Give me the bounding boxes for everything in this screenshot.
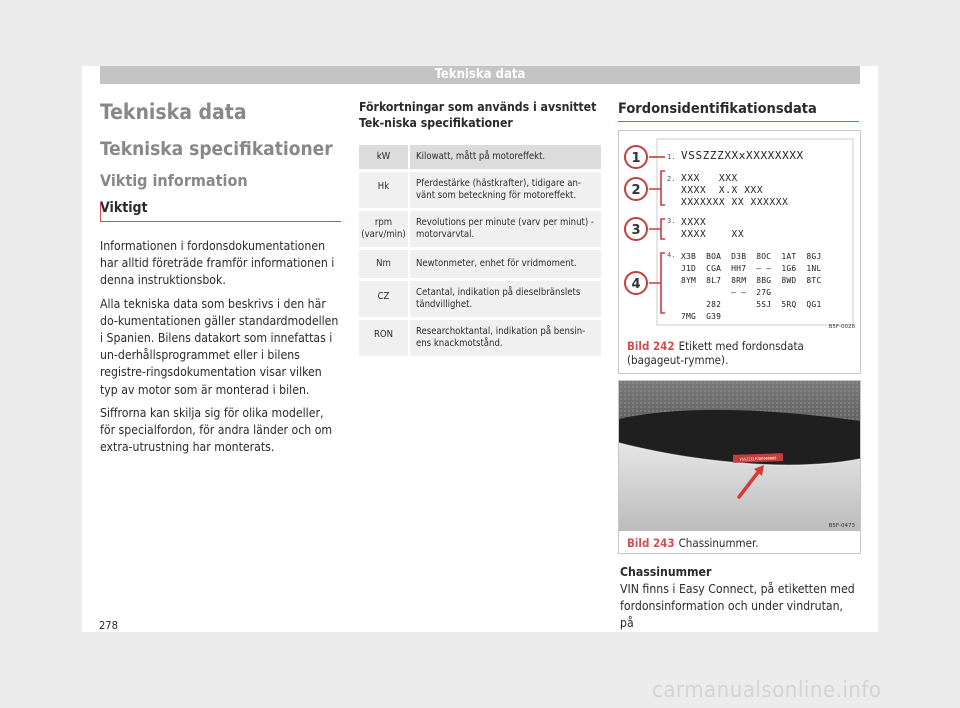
table-row xyxy=(359,319,601,358)
svg-text:3: 3 xyxy=(631,223,641,238)
figure-code: B5F-0028 xyxy=(828,324,855,330)
section-title: Tekniska specifikationer xyxy=(100,138,333,160)
line-number: 4. xyxy=(667,251,676,259)
abbr-key: Nm xyxy=(359,249,409,280)
chassis-text: VIN finns i Easy Connect, på etiketten med fordonsinformation och under vindrutan, på xyxy=(620,582,855,630)
abbr-key: kW xyxy=(359,145,409,171)
callout-badge xyxy=(625,146,647,168)
label-line: XXX XXX xyxy=(681,173,738,184)
svg-text:1: 1 xyxy=(631,151,641,166)
line-number: 1. xyxy=(667,153,676,161)
label-line: 8YM 8L7 8RM 8BG 8WD 8TC xyxy=(681,276,822,285)
callout-badge xyxy=(625,178,647,200)
abbr-value: Kilowatt, mått på motoreffekt. xyxy=(409,145,601,171)
caption-number: Bild 243 xyxy=(627,536,675,550)
chassis-section xyxy=(620,564,860,632)
abbreviation-table xyxy=(359,145,601,359)
column-vehicle-id xyxy=(618,100,859,122)
vin-tag-text: VSSZZZ1PZDR000000 xyxy=(739,456,777,462)
important-heading: Viktigt xyxy=(100,198,341,222)
callout-badge xyxy=(625,218,647,240)
label-line: XXXX X.X XXX xyxy=(681,185,764,196)
paragraph: Informationen i fordonsdokumentationen har alltid företräde framför informationen i denna instruktionsbok. xyxy=(100,239,335,288)
abbr-key: rpm (varv/min) xyxy=(359,210,409,249)
paragraph: Alla tekniska data som beskrivs i den här do-kumentationen gäller standardmodellen i Spanien. Bilens datakort som innefattas i un-derhållsprogrammet eller i bilens registre-ringsdokumentation visar vilken typ av motor som är monterad i bilen. xyxy=(100,296,339,397)
svg-text:4: 4 xyxy=(631,277,641,292)
figure-data-label xyxy=(618,130,861,374)
svg-text:2: 2 xyxy=(631,183,641,198)
abbr-value: Researchoktantal, indikation på bensin-ens knackmotstånd. xyxy=(409,319,601,358)
label-line: XXXXXXX XX XXXXXX xyxy=(681,197,789,208)
windshield-photo xyxy=(619,381,860,531)
abbr-key: Hk xyxy=(359,171,409,210)
label-line: 7MG G39 xyxy=(681,312,722,321)
figure-chassis-number xyxy=(618,380,861,554)
abbreviation-table-title: Förkortningar som används i avsnittet Tek-niska specifikationer xyxy=(359,100,597,130)
label-line: 282 5SJ 5RQ QG1 xyxy=(681,300,822,309)
figure-caption xyxy=(627,536,853,550)
abbr-value: Pferdestärke (hästkrafter), tidigare an-vänt som beteckning för motoreffekt. xyxy=(409,171,601,210)
page-number: 278 xyxy=(99,619,118,632)
abbr-value: Newtonmeter, enhet för vridmoment. xyxy=(409,249,601,280)
caption-number: Bild 242 xyxy=(627,339,675,353)
figure-caption xyxy=(627,339,853,367)
chapter-title: Tekniska data xyxy=(100,100,247,124)
line-number: 3. xyxy=(667,217,676,225)
column-intro xyxy=(100,98,341,462)
intro-body xyxy=(100,238,341,456)
table-row xyxy=(359,280,601,319)
label-line: XXXX xyxy=(681,217,707,228)
callout-badge xyxy=(625,272,647,294)
label-line: X3B BOA D3B 8OC 1AT 8GJ xyxy=(681,252,822,261)
chassis-heading: Chassinummer xyxy=(620,565,712,579)
table-row xyxy=(359,171,601,210)
abbr-value: Revolutions per minute (varv per minut) - motorvarvtal. xyxy=(409,210,601,249)
table-row xyxy=(359,145,601,171)
line-number: 2. xyxy=(667,175,676,183)
abbr-value: Cetantal, indikation på dieselbränslets tändvillighet. xyxy=(409,280,601,319)
caption-text: Etikett med fordonsdata (bagageut-rymme). xyxy=(627,339,804,367)
caption-text: Chassinummer. xyxy=(678,536,759,550)
subsection-title: Viktig information xyxy=(100,171,248,190)
label-line: — — 27G xyxy=(681,288,772,297)
label-illustration xyxy=(619,131,860,331)
abbr-key: RON xyxy=(359,319,409,358)
vehicle-id-title: Fordonsidentifikationsdata xyxy=(618,100,859,122)
abbr-key: CZ xyxy=(359,280,409,319)
vin-line: VSSZZZXXxXXXXXXXX xyxy=(681,149,804,162)
column-abbreviations xyxy=(359,100,601,359)
label-line: J1D CGA HH7 — — 1G6 1NL xyxy=(681,264,822,273)
label-line: XXXX XX xyxy=(681,229,745,240)
watermark: carmanualsonline.info xyxy=(652,678,882,703)
figure-code: B5F-0473 xyxy=(828,523,855,529)
table-row xyxy=(359,249,601,280)
running-header: Tekniska data xyxy=(100,66,860,84)
paragraph: Siffrorna kan skilja sig för olika modeller, för specialfordon, för andra länder och om extra-utrustning har monterats. xyxy=(100,405,333,455)
table-row xyxy=(359,210,601,249)
